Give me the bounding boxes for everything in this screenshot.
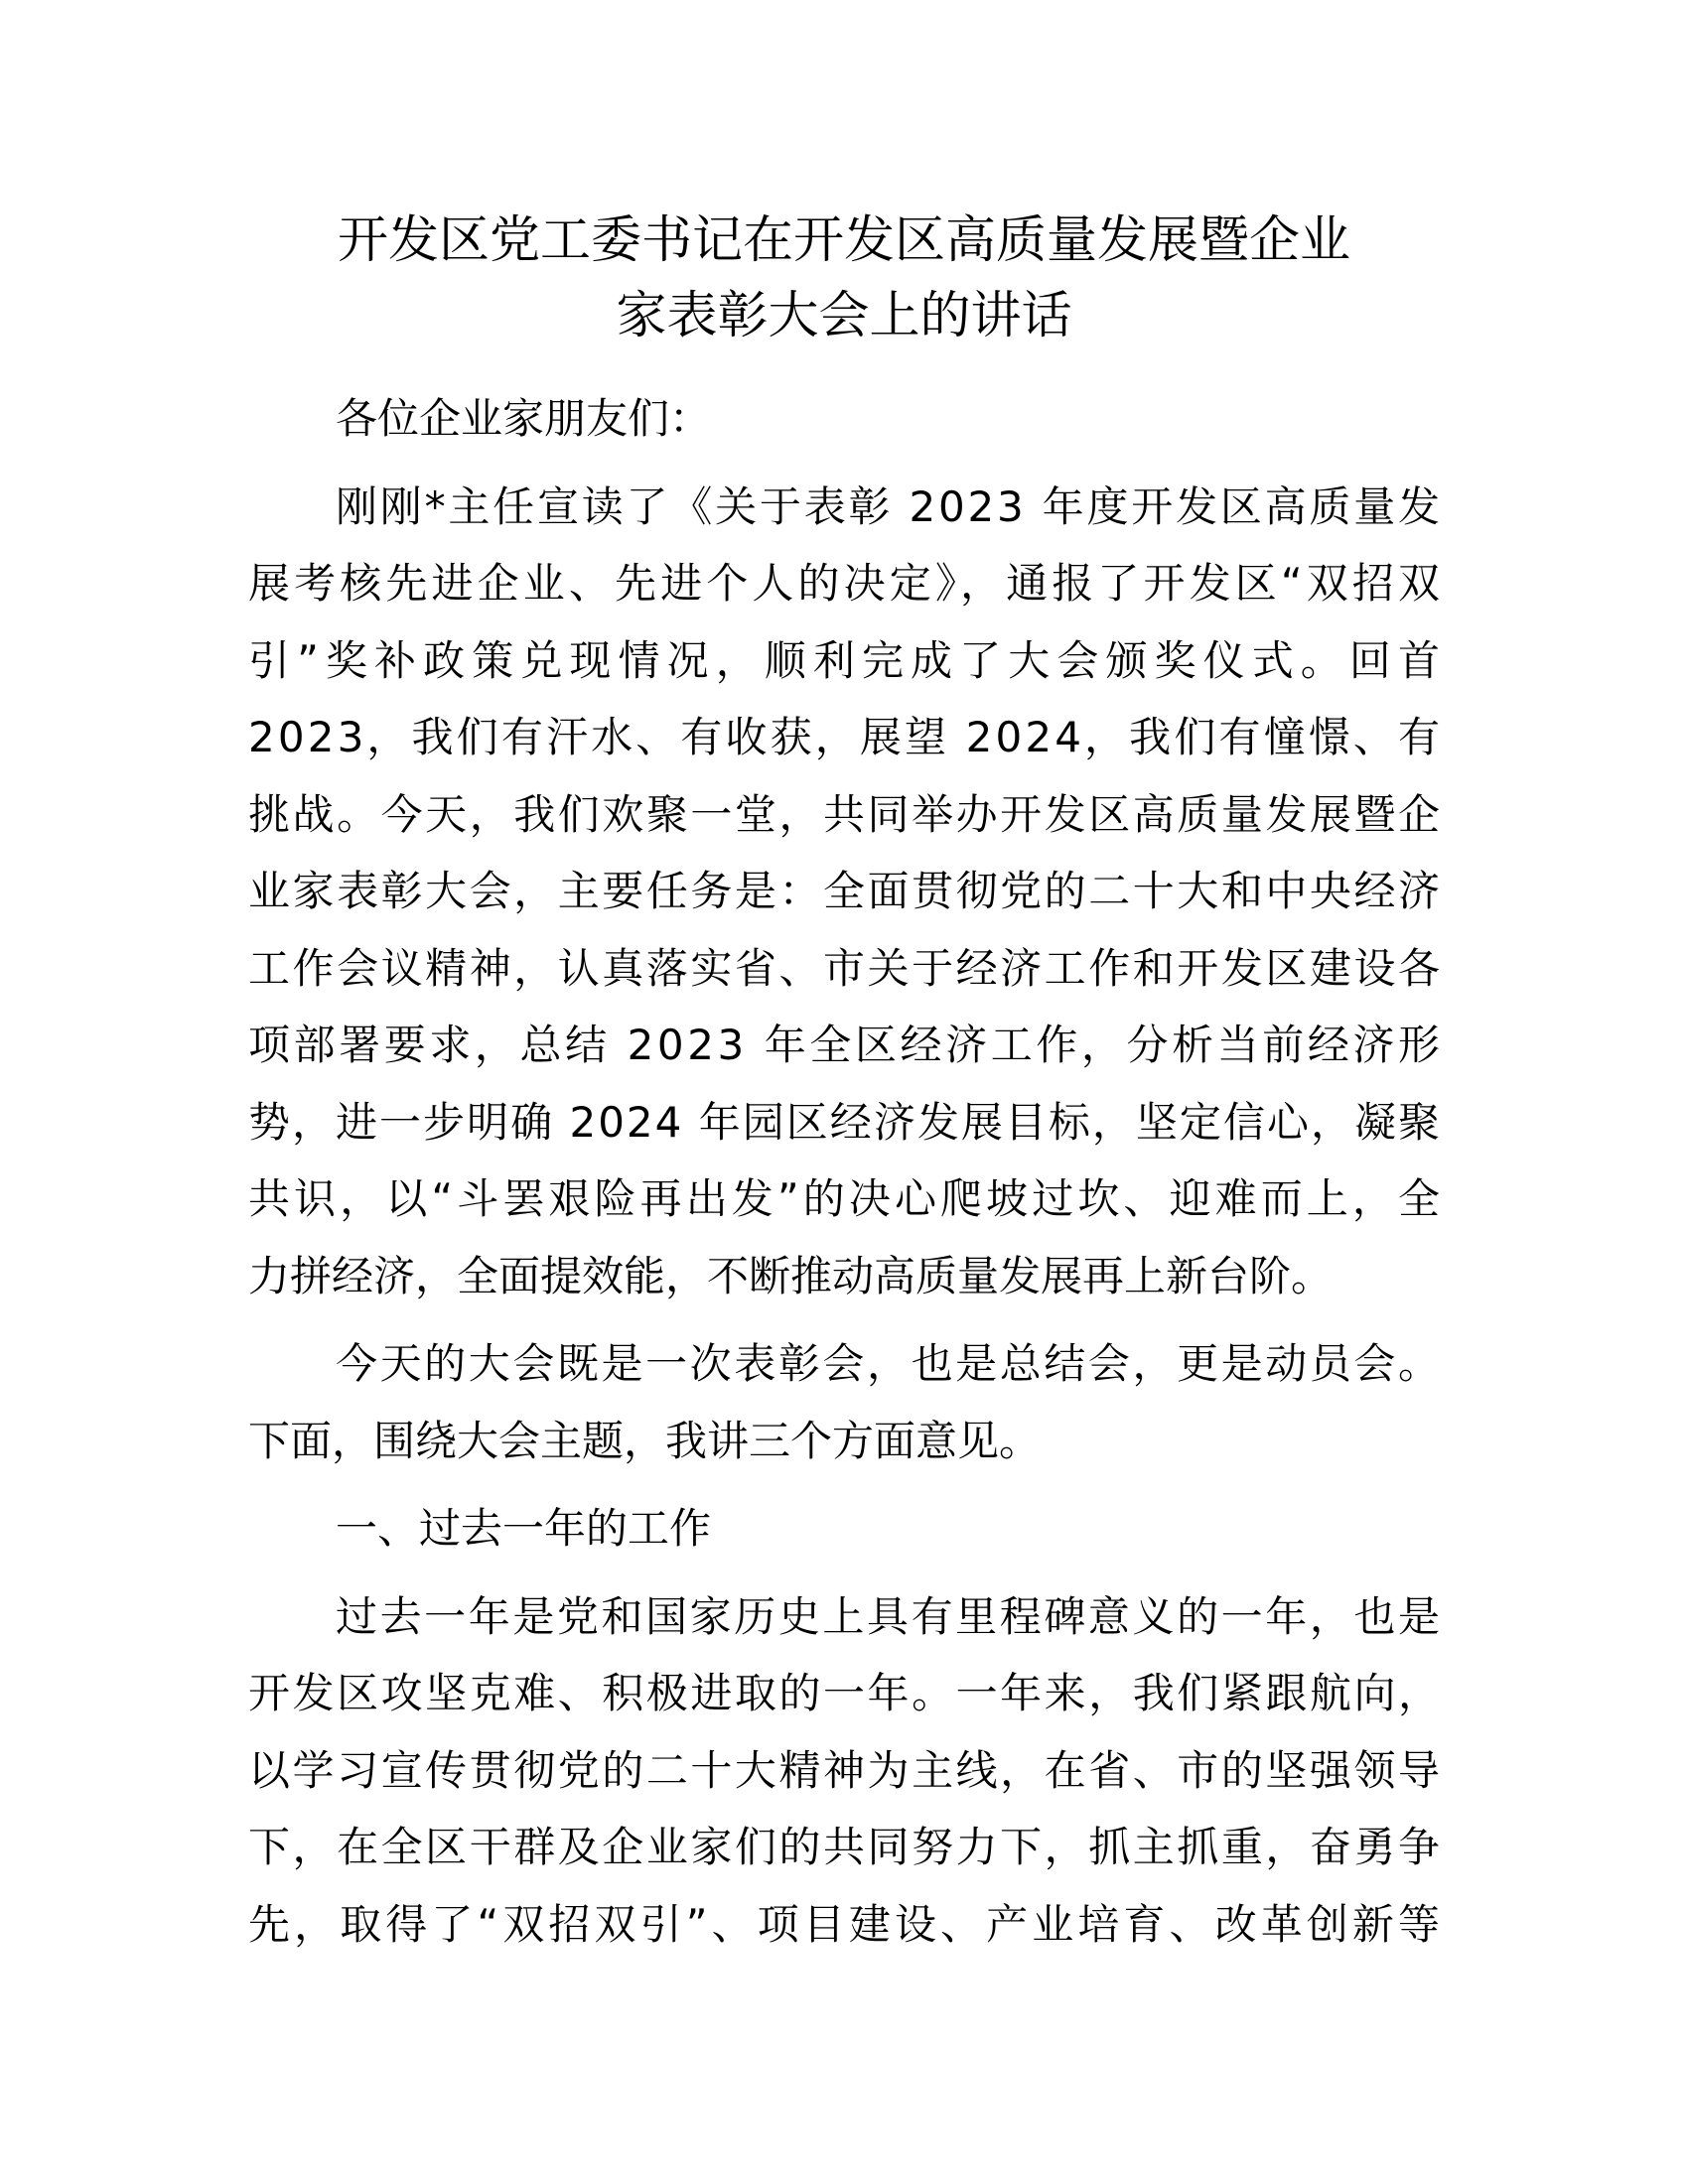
text-line: 项部署要求，总结 2023 年全区经济工作，分析当前经济形 xyxy=(248,1021,1444,1069)
document-title xyxy=(238,204,1450,354)
text-line: 各位企业家朋友们： xyxy=(336,394,712,443)
text-line: 先，取得了“双招双引”、项目建设、产业培育、改革创新等 xyxy=(248,1899,1445,1949)
salutation-paragraph xyxy=(248,380,1440,458)
opening-paragraph xyxy=(248,469,1448,1315)
text-line: 展考核先进企业、先进个人的决定》，通报了开发区“双招双 xyxy=(248,559,1445,608)
review-paragraph xyxy=(248,1578,1445,1964)
text-line: 挑战。今天，我们欢聚一堂，共同举办开发区高质量发展暨企 xyxy=(248,789,1443,839)
text-line: 工作会议精神，认真落实省、市关于经济工作和开发区建设各 xyxy=(248,943,1443,993)
text-line: 下，在全区干群及企业家们的共同努力下，抓主抓重，奋勇争 xyxy=(248,1823,1443,1871)
document-body xyxy=(248,380,1448,1974)
title-line: 家表彰大会上的讲话 xyxy=(616,287,1072,345)
title-line: 开发区党工委书记在开发区高质量发展暨企业 xyxy=(337,211,1350,270)
text-line: 一、过去一年的工作 xyxy=(336,1504,712,1553)
text-line: 引”奖补政策兑现情况，顺利完成了大会颁奖仪式。回首 xyxy=(248,635,1448,685)
text-line: 业家表彰大会，主要任务是：全面贯彻党的二十大和中央经济 xyxy=(248,867,1443,915)
text-line: 过去一年是党和国家历史上具有里程碑意义的一年，也是 xyxy=(336,1591,1443,1641)
section-heading xyxy=(248,1490,1440,1568)
text-line: 下面，围绕大会主题，我讲三个方面意见。 xyxy=(248,1416,1042,1465)
text-line: 势，进一步明确 2024 年园区经济发展目标，坚定信心，凝聚 xyxy=(248,1097,1443,1147)
text-line: 今天的大会既是一次表彰会，也是总结会，更是动员会。 xyxy=(336,1339,1443,1388)
text-line: 刚刚*主任宣读了《关于表彰 2023 年度开发区高质量发 xyxy=(336,481,1443,531)
purpose-paragraph xyxy=(248,1325,1443,1479)
text-line: 2023，我们有汗水、有收获，展望 2024，我们有憧憬、有 xyxy=(248,713,1444,761)
text-line: 以学习宣传贯彻党的二十大精神为主线，在省、市的坚强领导 xyxy=(248,1745,1443,1795)
text-line: 开发区攻坚克难、积极进取的一年。一年来，我们紧跟航向， xyxy=(248,1669,1443,1717)
text-line: 共识，以“斗罢艰险再出发”的决心爬坡过坎、迎难而上，全 xyxy=(248,1174,1445,1223)
text-line: 力拼经济，全面提效能，不断推动高质量发展再上新台阶。 xyxy=(248,1251,1334,1300)
